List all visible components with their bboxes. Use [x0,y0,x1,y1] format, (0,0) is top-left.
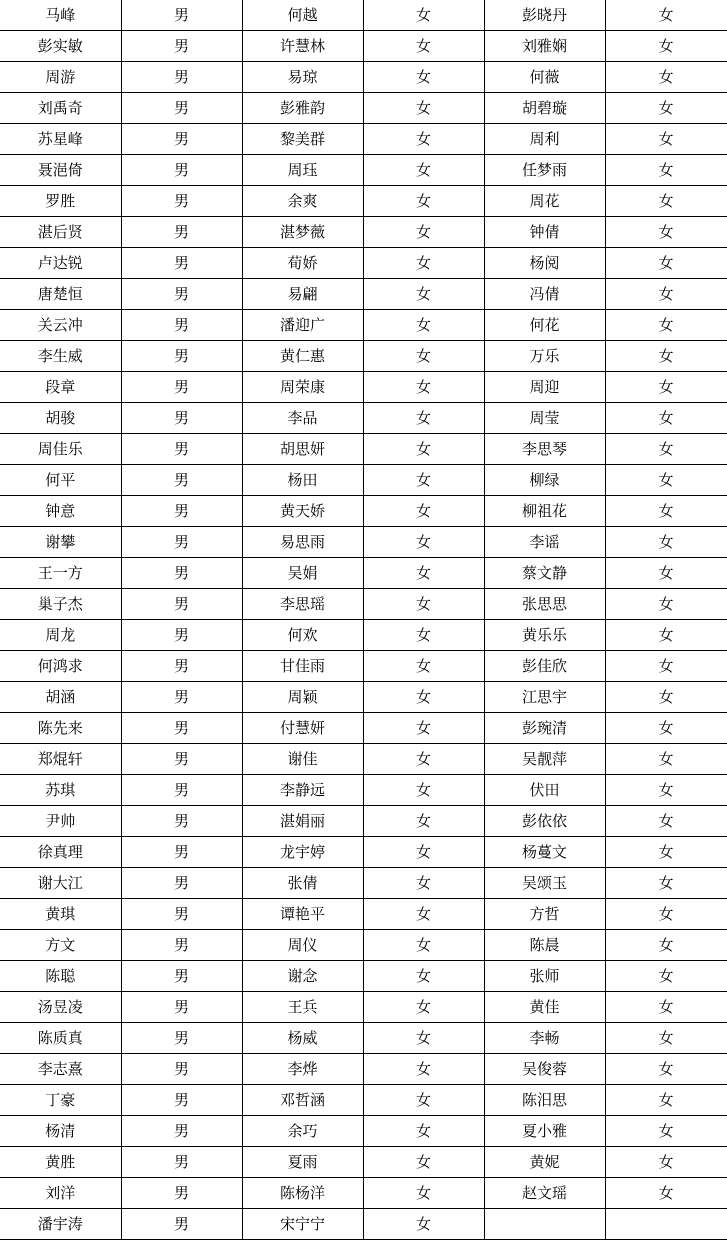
name-cell: 谢念 [242,961,363,992]
gender-cell: 女 [363,899,484,930]
gender-cell: 男 [121,0,242,31]
table-row [0,620,727,651]
name-cell: 周佳乐 [0,434,121,465]
name-cell: 潘迎广 [242,310,363,341]
gender-cell: 女 [605,465,727,496]
gender-cell: 男 [121,992,242,1023]
name-cell: 龙宇婷 [242,837,363,868]
gender-cell: 女 [363,651,484,682]
table-row [0,806,727,837]
gender-cell: 女 [363,31,484,62]
gender-cell: 女 [363,62,484,93]
name-cell: 周珏 [242,155,363,186]
gender-cell: 男 [121,1023,242,1054]
name-cell: 陈先来 [0,713,121,744]
name-cell: 李静远 [242,775,363,806]
gender-cell: 女 [605,93,727,124]
name-cell: 万乐 [484,341,605,372]
table-row [0,682,727,713]
gender-cell: 男 [121,93,242,124]
name-cell: 彭佳欣 [484,651,605,682]
name-cell: 李烨 [242,1054,363,1085]
gender-cell: 男 [121,1147,242,1178]
table-row [0,310,727,341]
table-row [0,651,727,682]
name-cell: 巢子杰 [0,589,121,620]
gender-cell: 男 [121,248,242,279]
name-cell: 湛梦薇 [242,217,363,248]
name-cell: 周游 [0,62,121,93]
gender-cell: 女 [605,527,727,558]
name-cell: 陈汨思 [484,1085,605,1116]
gender-cell: 男 [121,217,242,248]
gender-cell: 男 [121,372,242,403]
gender-cell: 女 [605,186,727,217]
gender-cell: 男 [121,961,242,992]
gender-cell: 男 [121,1054,242,1085]
name-cell: 汤昱凌 [0,992,121,1023]
name-cell: 湛后贤 [0,217,121,248]
name-cell: 许慧林 [242,31,363,62]
name-cell: 胡骏 [0,403,121,434]
name-cell: 周颖 [242,682,363,713]
table-row [0,0,727,31]
name-cell: 彭琬清 [484,713,605,744]
name-cell: 钟意 [0,496,121,527]
name-cell: 周花 [484,186,605,217]
name-cell: 谢佳 [242,744,363,775]
name-cell: 何花 [484,310,605,341]
gender-cell: 女 [605,992,727,1023]
name-cell: 彭雅韵 [242,93,363,124]
name-cell: 蔡文静 [484,558,605,589]
name-cell: 谢攀 [0,527,121,558]
table-row [0,868,727,899]
gender-cell: 男 [121,1178,242,1209]
gender-cell: 男 [121,682,242,713]
name-cell: 张思思 [484,589,605,620]
table-row [0,775,727,806]
name-cell: 黄天娇 [242,496,363,527]
gender-cell: 男 [121,465,242,496]
name-cell: 赵文瑶 [484,1178,605,1209]
gender-cell: 女 [363,496,484,527]
gender-cell: 男 [121,496,242,527]
name-cell: 冯倩 [484,279,605,310]
gender-cell: 男 [121,62,242,93]
name-cell: 谢大江 [0,868,121,899]
gender-cell: 男 [121,434,242,465]
gender-cell: 女 [363,775,484,806]
gender-cell: 男 [121,124,242,155]
table-row [0,527,727,558]
gender-cell: 男 [121,620,242,651]
gender-cell: 男 [121,527,242,558]
table-row [0,341,727,372]
gender-cell: 女 [605,1054,727,1085]
table-row [0,1178,727,1209]
name-cell: 李思琴 [484,434,605,465]
name-cell: 周荣康 [242,372,363,403]
gender-cell: 女 [605,372,727,403]
name-cell: 吴颂玉 [484,868,605,899]
table-row [0,558,727,589]
name-cell: 张倩 [242,868,363,899]
gender-cell: 女 [605,62,727,93]
gender-cell: 女 [363,372,484,403]
table-row [0,31,727,62]
gender-cell: 女 [605,403,727,434]
name-cell: 江思宇 [484,682,605,713]
gender-cell: 女 [605,1085,727,1116]
gender-cell: 女 [363,837,484,868]
gender-cell: 女 [605,155,727,186]
gender-cell: 女 [363,527,484,558]
table-row [0,403,727,434]
name-cell: 郑焜轩 [0,744,121,775]
name-cell: 杨蔓文 [484,837,605,868]
gender-cell: 女 [363,961,484,992]
gender-cell: 男 [121,1209,242,1240]
gender-cell: 女 [363,155,484,186]
name-cell: 李志熹 [0,1054,121,1085]
gender-cell: 男 [121,930,242,961]
name-cell: 胡思妍 [242,434,363,465]
gender-cell: 男 [121,155,242,186]
gender-cell: 女 [605,248,727,279]
gender-cell: 女 [605,496,727,527]
gender-cell: 男 [121,775,242,806]
gender-cell: 女 [363,744,484,775]
gender-cell: 女 [363,341,484,372]
name-cell: 卢达锐 [0,248,121,279]
gender-cell: 男 [121,837,242,868]
table-row [0,248,727,279]
gender-cell: 女 [605,713,727,744]
gender-cell: 男 [121,310,242,341]
table-row [0,1209,727,1240]
name-cell: 方文 [0,930,121,961]
gender-cell: 女 [605,589,727,620]
gender-cell: 女 [363,589,484,620]
gender-cell: 男 [121,713,242,744]
gender-cell [605,1209,727,1240]
gender-cell: 男 [121,651,242,682]
gender-cell: 男 [121,31,242,62]
name-cell: 方哲 [484,899,605,930]
table-row [0,155,727,186]
gender-cell: 女 [605,837,727,868]
name-cell: 张师 [484,961,605,992]
gender-cell: 男 [121,868,242,899]
name-cell: 黄妮 [484,1147,605,1178]
table-row [0,186,727,217]
table-row [0,1054,727,1085]
name-cell: 罗胜 [0,186,121,217]
gender-cell: 女 [363,434,484,465]
name-cell: 潘宇涛 [0,1209,121,1240]
gender-cell: 女 [363,713,484,744]
name-cell: 周利 [484,124,605,155]
name-cell: 彭实敏 [0,31,121,62]
gender-cell: 女 [605,961,727,992]
name-cell: 李品 [242,403,363,434]
name-cell: 吴俊蓉 [484,1054,605,1085]
table-row [0,992,727,1023]
name-cell: 荀娇 [242,248,363,279]
table-row [0,496,727,527]
name-cell: 段章 [0,372,121,403]
name-cell: 黄琪 [0,899,121,930]
gender-cell: 男 [121,589,242,620]
name-cell: 李思瑶 [242,589,363,620]
gender-cell: 女 [605,31,727,62]
gender-cell: 女 [363,682,484,713]
gender-cell: 男 [121,558,242,589]
name-cell: 余爽 [242,186,363,217]
gender-cell: 女 [363,1085,484,1116]
gender-cell: 女 [605,744,727,775]
name-cell: 李谣 [484,527,605,558]
name-cell: 甘佳雨 [242,651,363,682]
table-row [0,62,727,93]
name-cell: 杨威 [242,1023,363,1054]
name-cell: 陈杨洋 [242,1178,363,1209]
gender-cell: 女 [363,1023,484,1054]
gender-cell: 女 [363,124,484,155]
name-cell: 杨田 [242,465,363,496]
name-cell: 胡涵 [0,682,121,713]
table-row [0,899,727,930]
gender-cell: 男 [121,279,242,310]
name-cell: 黎美群 [242,124,363,155]
name-cell: 陈质真 [0,1023,121,1054]
name-cell: 余巧 [242,1116,363,1147]
gender-cell: 女 [605,558,727,589]
gender-cell: 女 [363,403,484,434]
table-row [0,744,727,775]
name-cell [484,1209,605,1240]
name-cell: 湛娟丽 [242,806,363,837]
gender-cell: 女 [605,1178,727,1209]
name-cell: 吴娟 [242,558,363,589]
gender-cell: 女 [363,465,484,496]
name-cell: 谭艳平 [242,899,363,930]
table-row [0,589,727,620]
name-cell: 柳绿 [484,465,605,496]
gender-cell: 女 [363,806,484,837]
name-cell: 何欢 [242,620,363,651]
name-cell: 付慧妍 [242,713,363,744]
gender-cell: 女 [605,217,727,248]
name-cell: 何越 [242,0,363,31]
name-cell: 陈晨 [484,930,605,961]
gender-cell: 女 [363,279,484,310]
gender-cell: 男 [121,899,242,930]
name-cell: 彭晓丹 [484,0,605,31]
name-cell: 刘禹奇 [0,93,121,124]
name-cell: 杨阅 [484,248,605,279]
name-cell: 陈聪 [0,961,121,992]
table-row [0,124,727,155]
table-row [0,465,727,496]
gender-cell: 女 [363,1147,484,1178]
gender-cell: 女 [363,1178,484,1209]
table-row [0,1085,727,1116]
table-row [0,1147,727,1178]
name-cell: 任梦雨 [484,155,605,186]
name-cell: 聂浥倚 [0,155,121,186]
gender-cell: 女 [605,930,727,961]
table-row [0,279,727,310]
gender-cell: 女 [363,1116,484,1147]
name-cell: 王一方 [0,558,121,589]
name-cell: 易思雨 [242,527,363,558]
gender-cell: 女 [363,217,484,248]
name-cell: 苏琪 [0,775,121,806]
name-cell: 周龙 [0,620,121,651]
gender-cell: 女 [363,0,484,31]
table-row [0,961,727,992]
gender-cell: 男 [121,341,242,372]
name-cell: 马峰 [0,0,121,31]
gender-cell: 男 [121,186,242,217]
table-row [0,434,727,465]
gender-cell: 女 [363,186,484,217]
name-cell: 周迎 [484,372,605,403]
table-row [0,1023,727,1054]
gender-cell: 女 [605,1147,727,1178]
name-cell: 何鸿求 [0,651,121,682]
gender-cell: 女 [605,620,727,651]
name-cell: 易翩 [242,279,363,310]
gender-cell: 女 [363,992,484,1023]
name-cell: 伏田 [484,775,605,806]
table-row [0,372,727,403]
name-cell: 黄胜 [0,1147,121,1178]
name-cell: 宋宁宁 [242,1209,363,1240]
name-cell: 刘雅娴 [484,31,605,62]
name-cell: 周莹 [484,403,605,434]
gender-cell: 女 [605,434,727,465]
gender-cell: 女 [605,1116,727,1147]
name-cell: 胡碧璇 [484,93,605,124]
name-cell: 易琼 [242,62,363,93]
gender-cell: 女 [605,682,727,713]
name-cell: 夏小雅 [484,1116,605,1147]
gender-cell: 女 [605,806,727,837]
gender-cell: 女 [605,899,727,930]
gender-cell: 女 [363,310,484,341]
gender-cell: 女 [605,1023,727,1054]
name-cell: 黄乐乐 [484,620,605,651]
name-cell: 黄佳 [484,992,605,1023]
gender-cell: 女 [363,93,484,124]
table-row [0,217,727,248]
gender-cell: 男 [121,744,242,775]
gender-cell: 女 [605,0,727,31]
name-cell: 唐楚恒 [0,279,121,310]
gender-cell: 女 [605,341,727,372]
gender-cell: 女 [363,248,484,279]
name-cell: 李畅 [484,1023,605,1054]
name-cell: 何薇 [484,62,605,93]
gender-cell: 女 [605,124,727,155]
name-cell: 黄仁惠 [242,341,363,372]
gender-cell: 女 [605,651,727,682]
name-cell: 李生威 [0,341,121,372]
name-cell: 吴靓萍 [484,744,605,775]
gender-cell: 女 [363,558,484,589]
gender-cell: 女 [363,1209,484,1240]
gender-cell: 女 [363,868,484,899]
name-cell: 柳祖花 [484,496,605,527]
gender-cell: 女 [363,1054,484,1085]
table-row [0,930,727,961]
gender-cell: 男 [121,1116,242,1147]
gender-cell: 女 [605,310,727,341]
table-row [0,1116,727,1147]
table-row [0,93,727,124]
name-cell: 杨清 [0,1116,121,1147]
name-cell: 尹帅 [0,806,121,837]
table-row [0,837,727,868]
name-cell: 彭依依 [484,806,605,837]
name-cell: 丁豪 [0,1085,121,1116]
gender-cell: 男 [121,806,242,837]
name-cell: 钟倩 [484,217,605,248]
name-cell: 王兵 [242,992,363,1023]
gender-cell: 女 [605,775,727,806]
table-row [0,713,727,744]
gender-cell: 女 [605,868,727,899]
name-cell: 关云冲 [0,310,121,341]
name-cell: 何平 [0,465,121,496]
name-cell: 夏雨 [242,1147,363,1178]
name-cell: 刘洋 [0,1178,121,1209]
gender-cell: 女 [363,930,484,961]
gender-cell: 男 [121,403,242,434]
gender-cell: 男 [121,1085,242,1116]
gender-cell: 女 [363,620,484,651]
name-cell: 邓哲涵 [242,1085,363,1116]
name-cell: 苏星峰 [0,124,121,155]
name-cell: 徐真理 [0,837,121,868]
name-cell: 周仪 [242,930,363,961]
gender-cell: 女 [605,279,727,310]
